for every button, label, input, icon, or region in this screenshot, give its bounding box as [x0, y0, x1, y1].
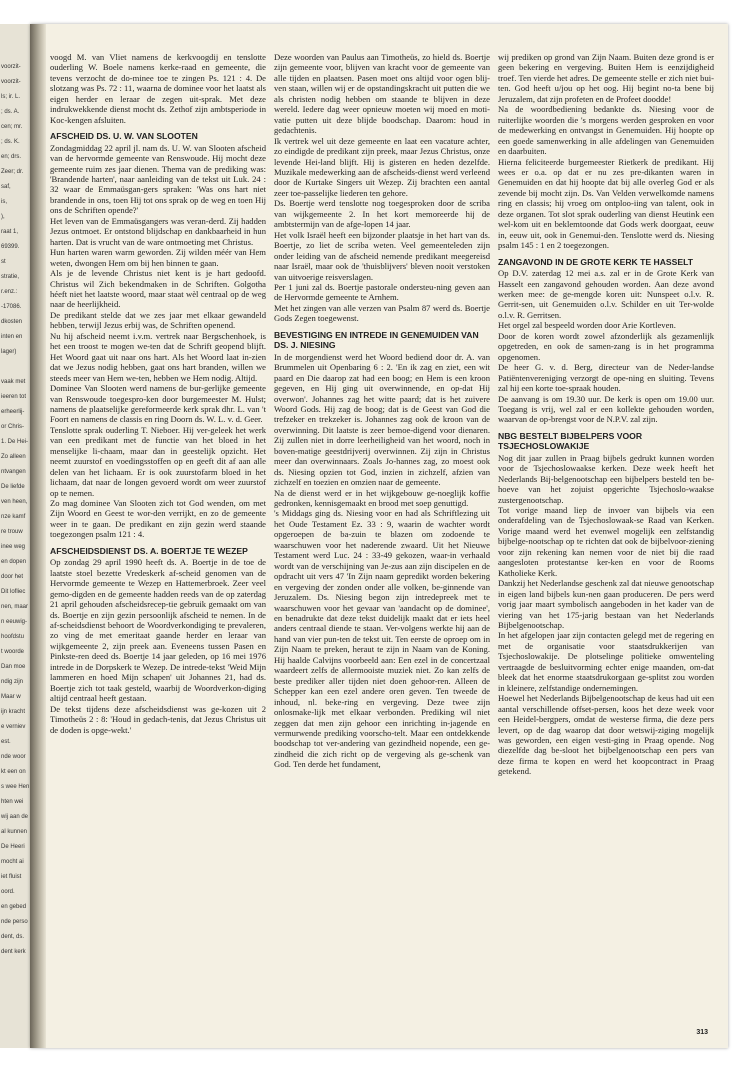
adjacent-page-fragment: inten en: [1, 334, 23, 340]
adjacent-page-fragment: nde woor: [1, 754, 26, 760]
section-heading: AFSCHEID DS. U. W. VAN SLOOTEN: [50, 131, 198, 142]
paragraph: In het afgelopen jaar zijn contacten gelegd met de regering en met de organisatie voor staatsdrukkerijen van Tsjechoslowakije. De plotselinge politieke omwenteling vertraagde de besluitvorming echter enige maanden, om-dat bleek dat het enorme staatsdrukorgaan ge-splitst zou worden in kleinere, zelfstandige ondernemingen.: [498, 630, 714, 693]
paragraph: Tenslotte sprak ouderling T. Nieboer. Hij ver-geleek het werk van een predikant met de functie van het bloed in het menselijke li-chaam, maar dan in geestelijk opzicht. Het neemt zuurstof en voedingsstoffen op en geeft dit af aan alle delen van het lichaam. Er is ook zuurstofarm bloed in het lichaam, dat naar de longen gevoerd wordt om weer zuurstof op te nemen.: [50, 424, 266, 498]
adjacent-page-fragment: ; ds. K.: [1, 139, 20, 145]
adjacent-page-fragment: raat 1,: [1, 229, 19, 235]
paragraph: Dominee Van Slooten werd namens de bur-gerlijke gemeente van Renswoude toegespro-ken door burgemeester M. Hulst; namens de plaatselijke gereformeerde kerk sprak dhr. L. van 't Foort en namens de classis en ring Doorn ds. W. L. v. d. Geer.: [50, 383, 266, 425]
adjacent-page-fragment: De liefde: [1, 484, 25, 490]
paragraph: Per 1 juni zal ds. Boertje pastorale ondersteu-ning geven aan de Hervormde gemeente te Arnhem.: [274, 281, 490, 303]
adjacent-page-fragment: iet fluist: [1, 874, 22, 880]
paragraph: Het leven van de Emmaüsgangers was veran-derd. Zij hadden Jezus ontmoet. Er ontstond blijdschap en dankbaarheid in hun harten. Dat is vrucht van de ware ontmoeting met Christus.: [50, 215, 266, 247]
paragraph: Op D.V. zaterdag 12 mei a.s. zal er in de Grote Kerk van Hasselt een zangavond gehouden worden. Aan deze avond werken mee: de ge-mengde koren uit: Nunspeet o.l.v. R. Gerrit-sen, uit Genemuiden o.l.v. Schilder en uit Ter-wolde o.l.v. R. Gerritsen.: [498, 268, 714, 320]
adjacent-page-fragment: mocht ai: [1, 859, 24, 865]
paragraph: Door de koren wordt zowel afzonderlijk als gezamenlijk opgetreden, en ook de samen-zang is in het programma opgenomen.: [498, 330, 714, 362]
adjacent-page-fragment: lager): [1, 349, 17, 355]
paragraph: Nog dit jaar zullen in Praag bijbels gedrukt kunnen worden voor de Tsjechoslowaakse kerken. Deze week heeft het Nederlands Bij-belgenootschap een bijbelpers besteld ten be-hoeve van het zojuist opgerichte Tsjechoslo-waakse zustergenootschap.: [498, 452, 714, 505]
paragraph: Het volk Israël heeft een bijzonder plaatsje in het hart van ds. Boertje, zo liet de scriba weten. Veel gemeenteleden zijn onder leiding van de afscheid nemende predikant meegereisd naar Israël, maar ook de 'thuisblijvers' bleven nooit verstoken van uitvoerige reisverslagen.: [274, 229, 490, 282]
adjacent-page-strip: [0, 24, 30, 1048]
adjacent-page-fragment: dkosten: [1, 319, 23, 325]
paragraph: De aanvang is om 19.30 uur. De kerk is open om 19.00 uur. Toegang is vrij, wel zal er een kollekte gehouden worden, waarvan de op-brengst voor de N.P.V. zal zijn.: [498, 393, 714, 425]
adjacent-page-fragment: nen, maar: [1, 604, 29, 610]
column-2: [274, 52, 490, 770]
section-heading: AFSCHEIDSDIENST DS. A. BOERTJE TE WEZEP: [50, 545, 248, 556]
paragraph: Als je de levende Christus niet kent is je hart gedoofd. Christus wil Zich bekendmaken in de Schriften. Golgotha héeft niet het laatste woord, maar staat wèl centraal op de weg naar de heerlijkheid.: [50, 268, 266, 310]
paragraph: Ik vertrek wel uit deze gemeente en laat een vacature achter, zo eindigde de predikant zijn preek, maar Jezus Christus, onze levende Hei-land blijft. Hij is gisteren en heden dezelfde. Muzikale medewerking aan de afscheids-dienst werd verleend door de Kurtake Singers uit Wezep. Zij brachten een aantal zeer toe-passelijke liederen ten gehore.: [274, 135, 490, 198]
paragraph: Deze woorden van Paulus aan Timotheüs, zo hield ds. Boertje zijn gemeente voor, blijven van kracht voor de gemeente van alle tijden en plaatsen. Pasen moet ons altijd voor ogen blij-ven staan, willen wij er de opstandingskracht uit putten die we als christen nodig hebben om staande te blijven in deze wereld. Iedere dag weer opnieuw moeten wij moed en moti-vatie putten uit deze blijde boodschap. Daarom: houd in gedachtenis.: [274, 52, 490, 136]
adjacent-page-fragment: est.: [1, 739, 11, 745]
adjacent-page-fragment: hten wei: [1, 799, 24, 805]
adjacent-page-fragment: vaak met: [1, 379, 26, 385]
adjacent-page-fragment: ; ds. A.: [1, 109, 20, 115]
adjacent-page-fragment: Zo alleen: [1, 454, 26, 460]
adjacent-page-fragment: en dopen: [1, 559, 27, 565]
paragraph: Hierna feliciteerde burgemeester Rietkerk de predikant. Hij wees er o.a. op dat er nu zes pre-dikanten waren in Genemuiden en dat hij hoopte dat bij alle overleg God er als zevende bij mocht zijn. Ds. Van Velden verwelkomde namens ring en classis; hij vroeg om ontploo-iing van talent, ook in deze organen. Tot slot sprak ouderling van dienst Heutink een wel-kom uit en beklemtoonde dat Gods werk doorgaat, eeuw in, eeuw uit, ook in Genemui-den. Tenslotte werd ds. Niesing psalm 145 : 1 en 2 toegezongen.: [498, 156, 714, 251]
adjacent-page-fragment: ntvangen: [1, 469, 26, 475]
paragraph: In de morgendienst werd het Woord bediend door dr. A. van Brummelen uit Openbaring 6 : 2. 'En ik zag en ziet, een wit paard en Die daarop zat had een boog; en Hem is een kroon gegeven, en Hij ging uit overwinnende, en op-dat Hij overwon'. Johannes zag het witte paard; dat is het zuivere Woord Gods. Hij zag de boog; dat is de Geest van God die trefzeker en trekzeker is. Johannes zag ook de kroon van de overwinning. Dit laatste is zeer bemoe-digend voor dienaren. Zij zullen niet in dorre leerheiligheid van het woord, noch in boven-matige geestdrijverij overwinnen. Zij zijn in Christus meer dan overwinnaars. Zoals Jo-hannes zag, zo moest ook ds. Niesing opzien tot God, inzien in zichzelf, afzien van zichzelf en toezien en omzien naar de gemeente.: [274, 351, 490, 488]
adjacent-page-fragment: s wee Hen: [1, 784, 30, 790]
adjacent-page-fragment: ),: [1, 214, 5, 220]
paragraph: De heer G. v. d. Berg, directeur van de Neder-landse Patiëntenvereniging verzorgt de ope-ning en sluiting. Tevens zal hij een korte toe-spraak houden.: [498, 362, 714, 394]
column-1: [50, 52, 266, 735]
adjacent-page-fragment: erheerlij-: [1, 409, 25, 415]
adjacent-page-fragment: ndig zijn: [1, 679, 24, 685]
paragraph: Ds. Boertje werd tenslotte nog toegesproken door de scriba van wijkgemeente 2. In het kort memoreerde hij de ambtstermijn van de afge-lopen 14 jaar.: [274, 198, 490, 230]
adjacent-page-fragment: ls; ir. L.: [1, 94, 21, 100]
adjacent-page-fragment: 1. De Hei-: [1, 439, 29, 445]
adjacent-page-fragment: saf,: [1, 184, 11, 190]
section-heading: BEVESTIGING EN INTREDE IN GENEMUIDEN VAN DS. J. NIESING: [274, 329, 479, 351]
adjacent-page-fragment: nze kamf: [1, 514, 26, 520]
adjacent-page-fragment: De Heeri: [1, 844, 25, 850]
adjacent-page-fragment: wij aan de: [1, 814, 29, 820]
adjacent-page-fragment: Zeer; dr.: [1, 169, 24, 175]
paragraph: wij prediken op grond van Zijn Naam. Buiten deze grond is er geen bekering en vergeving. Buiten Hem is eenzijdigheid troef. Ten vierde het adres. De gemeente stelle er zich niet bui-ten. God heeft u/jou op het oog. Hij begint no-ta bene bij Jeruzalem, dat zijn profeten en de Profeet doodde!: [498, 52, 714, 104]
adjacent-page-fragment: n eeuwig-: [1, 619, 28, 625]
adjacent-page-fragment: inee weg: [1, 544, 26, 550]
adjacent-page-fragment: voorzit-: [1, 64, 21, 70]
adjacent-page-fragment: en gebed: [1, 904, 27, 910]
paragraph: Na de woordbediening bedankte ds. Niesing voor de ruiterlijke woorden die 's morgens werden gesproken en voor de medewerking en ontvangst in Genemuiden. Hij hoopte op een goede samenwerking in alle afdelingen van Genemuiden en daarbuiten.: [498, 104, 714, 157]
adjacent-page-fragment: e verniev: [1, 724, 26, 730]
adjacent-page-fragment: Dan moe: [1, 664, 26, 670]
paragraph: 's Middags ging ds. Niesing voor en had als Schriftlezing uit het Oude Testament Ez. 33 : 9, waarin de wachter wordt opgeroepen de ba-zuin te blazen om zodoende te waarschuwen voor het naderende zwaard. Uit het Nieuwe Testament werd Luc. 24 : 33-49 gekozen, waar-in verhaald wordt van de verschijning van Je-zus aan zijn discipelen en de opdracht uit vers 47 'In Zijn naam gepredikt worden bekering en vergeving der zonden onder alle volken, be-ginnende van Jeruzalem. Ds. Niesing begon zijn intredepreek met te waarschuwen voor het gevaar van 'aandacht op de dominee', en benadrukte dat deze tekst duidelijk maakt dat er iets heel anders centraal diende te staan. Ver-volgens werkte hij aan de hand van vier pun-ten de tekst uit. Ten eerste de oproep om in Zijn Naam te preken, heraut te zijn in Naam van de Koning. Hij haalde Calvijns voorbeeld aan: Een ezel in de concertzaal waardeert zelfs de allermooiste muziek niet. Zo kan zelfs de beste prediker aller tijden niet doen gehoor-ren. Alleen de Schepper kan een ezel andere oren geven. Ten tweede de inhoud, nl. beke-ring en vergeving. Deze twee zijn onlosmake-lijk met elkaar verbonden. Prediking wil niet zeggen dat men zijn gehoor een inrichting in-jagende en vermurwende prediking voorscho-telt. Maar een ontdekkende boodschap tot ver-andering van gezindheid nopende, een ge-zindheid die zich richt op de vergeving als ge-schenk van God. Ten derde het fundament,: [274, 508, 490, 770]
magazine-page: [30, 24, 728, 1048]
adjacent-page-fragment: -17086.: [1, 304, 22, 310]
adjacent-page-fragment: door het: [1, 574, 24, 580]
adjacent-page-fragment: en; drs.: [1, 154, 22, 160]
paragraph: Op zondag 29 april 1990 heeft ds. A. Boertje in de toe de laatste stoel bezette Vredeskerk af-scheid genomen van de Hervormde gemeente te Wezep en Hattemerbroek. Zeer veel gemo-digden en de gemeente hadden reeds van de op zaterdag 21 april gehouden afscheidsrecep-tie gebruik gemaakt om van ds. Boertje en zijn gezin persoonlijk afscheid te nemen. In de af-scheidsdienst behoort de Woordverkondiging te prevaleren, zo ving de met emeritaat gaande herder en leraar van wijkgemeente 2, zijn preek aan. Eveneens tussen Pasen en Pinkste-ren deed ds. Boertje 14 jaar geleden, op 16 mei 1976 intrede in de Dorpskerk te Wezep. De intrede-tekst 'Weid Mijn lammeren en hoed Mijn schapen' uit Johannes 21, had ds. Boertje zich tot taak gesteld, waarbij de Woordverkon-diging altijd centraal heeft gestaan.: [50, 557, 266, 704]
adjacent-page-fragment: ven heen,: [1, 499, 28, 505]
paragraph: Na de dienst werd er in het wijkgebouw ge-noeglijk koffie gedronken, kennisgemaakt en brood met soep genuttigd.: [274, 487, 490, 509]
paragraph: Zondagmiddag 22 april jl. nam ds. U. W. van Slooten afscheid van de hervormde gemeente van Renswoude. Hij mocht deze gemeente ruim zes jaar dienen. Thema van de prediking was: 'Brandende harten', naar aanleiding van de tekst uit Luk. 24 : 32 waar de Emmaüsgan-gers spraken: 'Was ons hart niet brandende in ons, toen Hij tot ons sprak op de weg en toen Hij ons de Schriften opende?': [50, 142, 266, 216]
paragraph: Het orgel zal bespeeld worden door Arie Kortleven.: [498, 320, 676, 331]
paragraph: Nu hij afscheid neemt i.v.m. vertrek naar Bergschenhoek, is het een troost te mogen we-ten dat de Schrift geopend blijft. Het Woord gaat uit naar ons hart. Als het Woord laat in-zien dat we Jezus nodig hebben, gaat ons hart branden, willen we steeds meer van Hem we-ten, hebben we Hem nodig. Altijd.: [50, 330, 266, 383]
adjacent-page-fragment: st: [1, 259, 6, 265]
adjacent-page-fragment: Dit lofliec: [1, 589, 26, 595]
paragraph: voogd M. van Vliet namens de kerkvoogdij en tenslotte ouderling W. Boele namens kerke-raad en gemeente, die tevens verzocht de do-minee toe te zingen Ps. 121 : 4. De slotzang was Ps. 72 : 11, waarna de dominee voor het laatst als eigen herder en leraar de zegen uit-sprak. Met deze indrukwekkende dienst mocht ds. Zethof zijn ambtsperiode in Koc-kengen afsluiten.: [50, 52, 266, 125]
paragraph: Tot vorige maand liep de invoer van bijbels via een onderafdeling van de Tsjechoslowaak-se Raad van Kerken. Vorige maand werd het evenwel mogelijk een zelfstandig bijbelge-nootschap op te richten dat ook de bijbelvoor-ziening voor zijn rekening kan nemen voor de niet bij die raad aangesloten protestantse ker-ken en voor de Rooms Katholieke Kerk.: [498, 505, 714, 578]
adjacent-page-fragment: ijn kracht: [1, 709, 26, 715]
adjacent-page-fragment: hoofdstu: [1, 634, 25, 640]
column-3: [498, 52, 714, 777]
paragraph: De tekst tijdens deze afscheidsdienst was ge-kozen uit 2 Timotheüs 2 : 8: 'Houd in gedach-tenis, dat Jezus Christus uit de doden is opge-wekt.': [50, 703, 266, 735]
page-number: 313: [696, 1029, 708, 1036]
adjacent-page-fragment: ieeren tot: [1, 394, 27, 400]
adjacent-page-fragment: stratie,: [1, 274, 20, 280]
paragraph: Met het zingen van alle verzen van Psalm 87 werd ds. Boertje Gods Zegen toegewenst.: [274, 302, 490, 324]
adjacent-page-fragment: is,: [1, 199, 7, 205]
adjacent-page-fragment: or Chris-: [1, 424, 25, 430]
page-spine-shadow: [30, 24, 46, 1048]
adjacent-page-fragment: oord.: [1, 889, 15, 895]
adjacent-page-fragment: r.enz.:: [1, 289, 18, 295]
adjacent-page-fragment: 69399.: [1, 244, 20, 250]
paragraph: Zo mag dominee Van Slooten zich tot God wenden, om met Zijn Woord en Geest te wor-den verrijkt, en zo de gemeente weer in te gaan. De predikant en zijn gezin werd staande toegezongen psalm 121 : 4.: [50, 498, 266, 540]
adjacent-page-fragment: al kunnen: [1, 829, 28, 835]
section-heading: NBG BESTELT BIJBELPERS VOOR TSJECHOSLOWAKIJE: [498, 430, 643, 452]
paragraph: De predikant stelde dat we zes jaar met elkaar gewandeld hebben, terwijl Jezus erbij was, de Schriften openend.: [50, 309, 266, 331]
adjacent-page-fragment: dent kerk: [1, 949, 26, 955]
adjacent-page-fragment: voorzit-: [1, 79, 21, 85]
adjacent-page-fragment: dent, ds.: [1, 934, 25, 940]
section-heading: ZANGAVOND IN DE GROTE KERK TE HASSELT: [498, 256, 693, 267]
adjacent-page-fragment: t woorde: [1, 649, 25, 655]
adjacent-page-fragment: nde perso: [1, 919, 28, 925]
paragraph: Hoewel het Nederlands Bijbelgenootschap de keus had uit een aantal verschillende offset-persen, koos het deze week voor een Heidel-bergpers, omdat de westerse firma, die deze pers levert, op de dag waarop dat door wetswij-ziging mogelijk was geworden, een eigen vesti-ging in Praag opende. Nog diezelfde dag be-sloot het bijbelgenootschap een pers van deze firma te kopen en werd het koopcontract in Praag getekend.: [498, 693, 714, 777]
paragraph: Dankzij het Nederlandse geschenk zal dat nieuwe genootschap in eigen land bijbels kun-nen gaan produceren. De pers werd vorig jaar maart symbolisch aangeboden in het kader van de viering van het 175-jarig bestaan van het Nederlands Bijbelgenootschap.: [498, 578, 714, 631]
adjacent-page-fragment: kt een on: [1, 769, 26, 775]
paragraph: Hun harten waren warm geworden. Zij wilden méér van Hem weten, dwongen Hem om bij hen binnen te gaan.: [50, 247, 266, 268]
adjacent-page-fragment: Maar w: [1, 694, 21, 700]
adjacent-page-fragment: cen; mr.: [1, 124, 23, 130]
adjacent-page-fragment: re trouw: [1, 529, 23, 535]
